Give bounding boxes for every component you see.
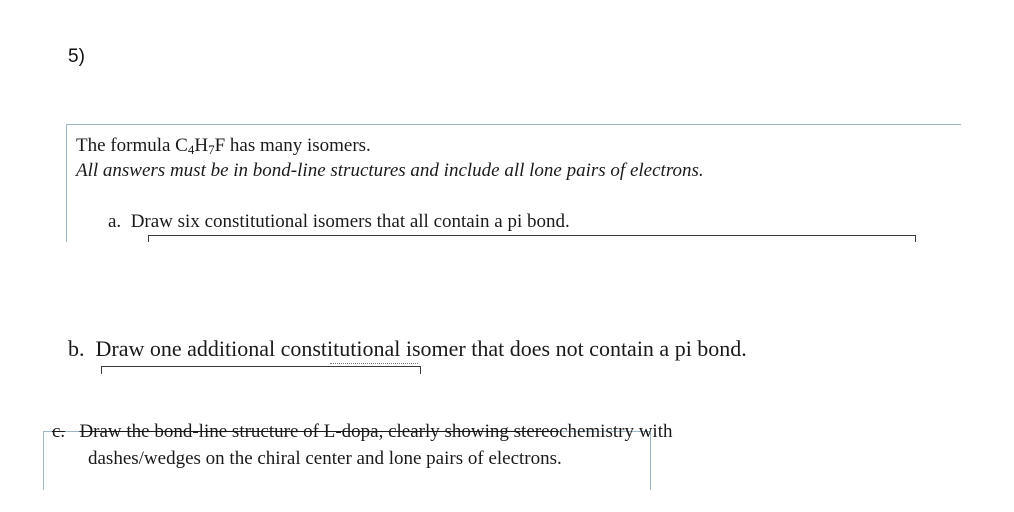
formula-h: H xyxy=(194,135,209,156)
formula-subscript-4: 4 xyxy=(187,142,195,157)
part-c-label: c. xyxy=(52,421,66,442)
part-c-prompt-line2: dashes/wedges on the chiral center and lone pairs of electrons. xyxy=(88,448,562,469)
question-box-left-border xyxy=(66,124,67,242)
part-c-text-rest: chemistry with xyxy=(559,421,673,442)
instruction-text: All answers must be in bond-line structures and include all lone pairs of electrons. xyxy=(76,160,704,181)
formula-prefix: The formula C xyxy=(76,135,188,156)
part-a-label: a. xyxy=(108,211,122,232)
formula-subscript-7: 7 xyxy=(208,142,215,157)
part-b-text: Draw one additional constitutional isomer that does not contain a pi bond. xyxy=(95,336,747,361)
part-b-label: b. xyxy=(68,336,85,361)
part-b-dotted-mark xyxy=(330,363,418,364)
part-a-prompt xyxy=(108,211,570,233)
part-a-text: Draw six constitutional isomers that all contain a pi bond. xyxy=(130,211,570,232)
question-box-top-border xyxy=(66,124,961,125)
formula-statement xyxy=(76,135,371,158)
part-b-prompt xyxy=(68,336,747,362)
part-c-prompt-line1 xyxy=(52,421,672,443)
part-b-answer-area[interactable] xyxy=(101,366,421,374)
part-a-answer-area[interactable] xyxy=(148,235,916,242)
part-c-struck-text: Draw the bond-line structure of L-dopa, clearly showing stereo xyxy=(79,421,560,442)
question-number: 5) xyxy=(68,46,85,67)
formula-suffix: F has many isomers. xyxy=(214,135,371,156)
